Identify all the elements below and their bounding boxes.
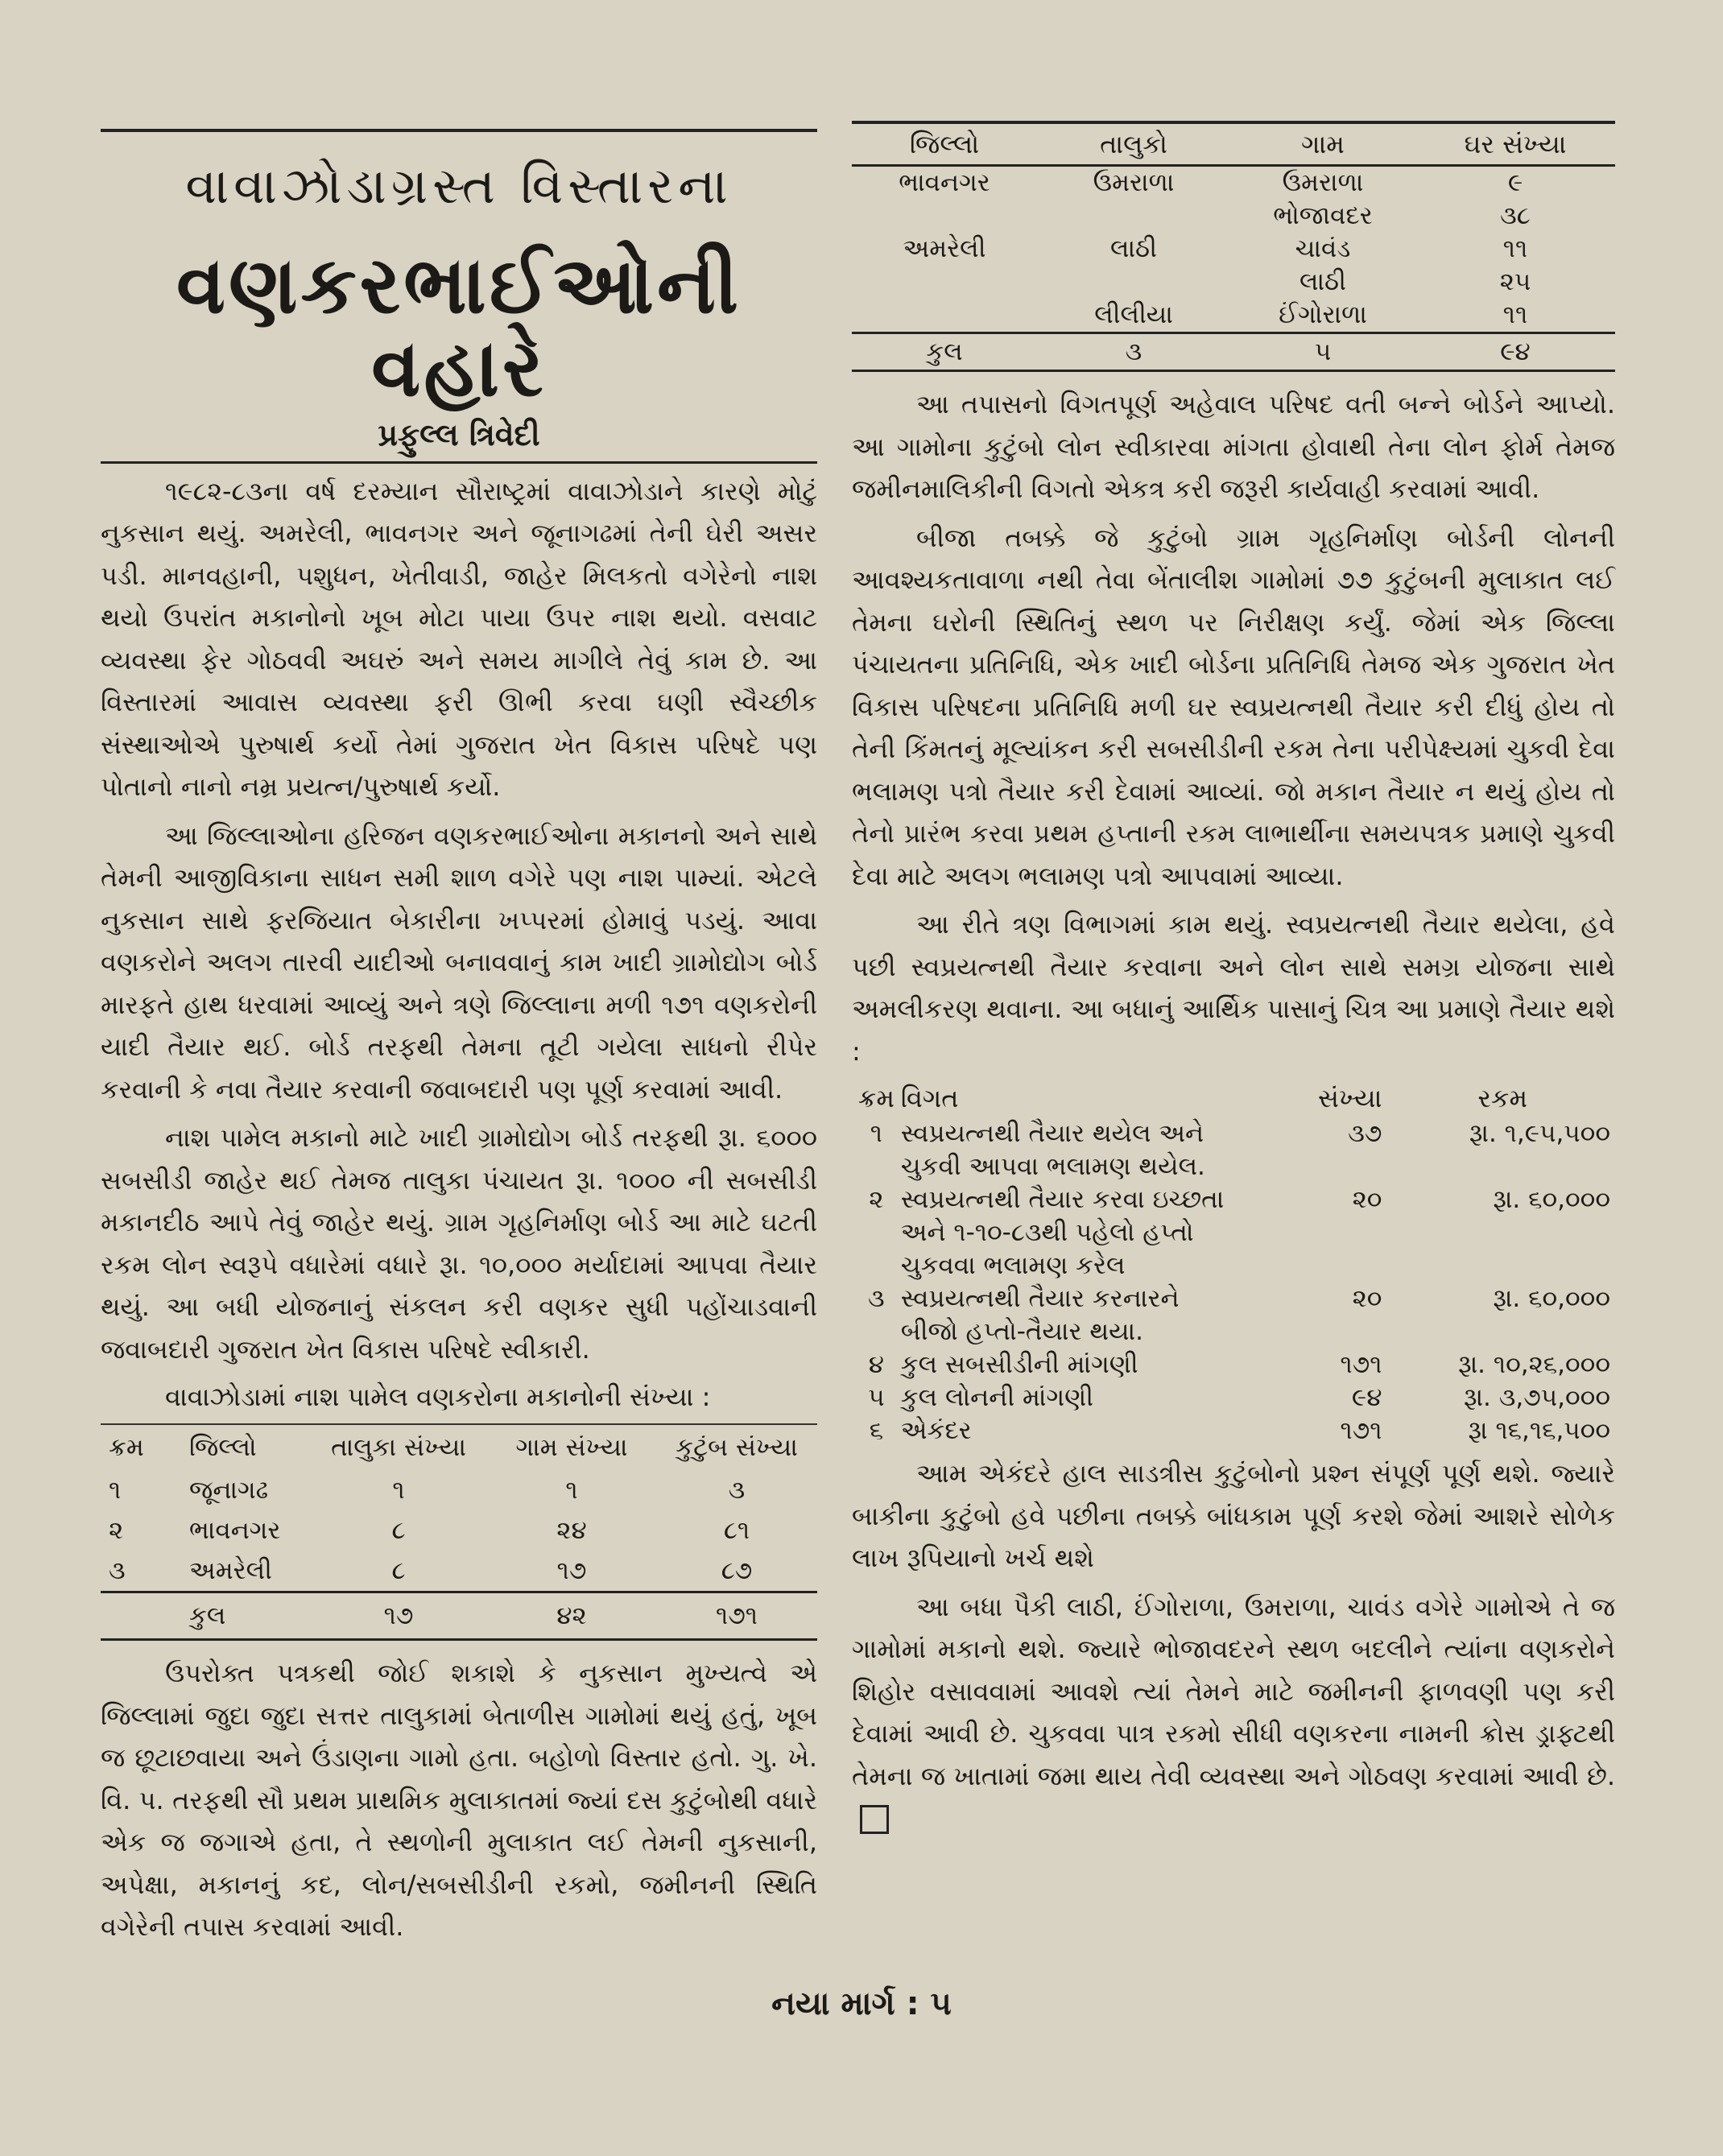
table-cell: ૨૦ [1352, 1185, 1382, 1214]
table-cell: ૧ [109, 1475, 122, 1505]
paragraph: નાશ પામેલ મકાનો માટે ખાદી ગ્રામોદ્યોગ બોર્ડ તરફથી રૂા. ૬૦૦૦ સબસીડી જાહેર થઈ તેમજ તાલુકા પંચાયત રૂા. ૧૦૦૦ ની સબસીડી મકાનદીઠ આપે તેવું જાહેર થયું. ગ્રામ ગૃહનિર્માણ બોર્ડ આ માટે ઘટતી રકમ લોન સ્વરૂપે વધારેમાં વધારે રૂા. ૧૦,૦૦૦ મર્યાદામાં આપવા તૈયાર થયું. આ બધી યોજનાનું સંકલન કરી વણકર સુધી પહોંચાડવાની જવાબદારી ગુજરાત ખેત વિકાસ પરિષદે સ્વીકારી. [101, 1122, 817, 1365]
table-cell: ૨ [869, 1185, 884, 1214]
table-cell: ૩૭ [1348, 1119, 1382, 1148]
column-header: ગામ સંખ્યા [515, 1432, 628, 1462]
table-header-row [852, 124, 1615, 166]
village-houses-table [852, 124, 1615, 370]
column-header: ગામ [1301, 128, 1345, 159]
right-column [852, 121, 1615, 1846]
column-header: તાલુકો [1100, 128, 1167, 159]
table-cell [852, 266, 1037, 299]
column-header: રકમ [1477, 1082, 1528, 1113]
table-row [101, 1551, 817, 1592]
table-cell [1037, 200, 1230, 233]
table-cell [901, 1415, 1292, 1448]
table-row [852, 1282, 1615, 1349]
houses-destroyed-table [101, 1425, 817, 1638]
table-cell: અમરેલી [903, 234, 986, 263]
table-cell: ૯૪ [1500, 337, 1531, 366]
table-cell: અમરેલી [189, 1555, 272, 1585]
table-cell: ૨૪ [556, 1515, 587, 1545]
table-cell: ૧૭૧ [716, 1600, 758, 1630]
table-cell: ૨૦ [1352, 1284, 1382, 1313]
table-cell [852, 299, 1037, 333]
left-column [101, 129, 817, 1955]
table-cell: જૂનાગઢ [189, 1475, 269, 1505]
table-row [852, 1415, 1615, 1448]
table-cell: ૮ [391, 1515, 406, 1545]
table-cell: ૧૧ [1502, 234, 1528, 263]
table-row [852, 299, 1615, 333]
paragraph: આમ એકંદરે હાલ સાડત્રીસ કુટુંબોનો પ્રશ્ન સંપૂર્ણ પૂર્ણ થશે. જ્યારે બાકીના કુટુંબો હવે પછીના તબક્કે બાંધકામ પૂર્ણ કરશે જેમાં આશરે સોળેક લાખ રૂપિયાનો ખર્ચ થશે [852, 1458, 1615, 1573]
table-cell: ૧૭૧ [1340, 1416, 1382, 1445]
table-cell: લાઠી [1299, 267, 1346, 296]
article-headline: વણકરભાઈઓની વહારે [176, 240, 742, 415]
table-cell: ૪ [868, 1350, 884, 1379]
table-cell [852, 200, 1037, 233]
detail-line: બીજો હપ્તો-તૈયાર થયા. [900, 1317, 1143, 1346]
table-row [852, 166, 1615, 200]
table-cell: ૩ [1125, 337, 1142, 366]
table-cell: ૯ [1507, 168, 1523, 197]
paragraph: આ જિલ્લાઓના હરિજન વણકરભાઈઓના મકાનનો અને સાથે તેમની આજીવિકાના સાધન સમી શાળ વગેરે પણ નાશ પામ્યાં. એટલે નુકસાન સાથે ફરજિયાત બેકારીના ખપ્પરમાં હોમાવું પડયું. આવા વણકરોને અલગ તારવી યાદીઓ બનાવવાનું કામ ખાદી ગ્રામોદ્યોગ બોર્ડ મારફતે હાથ ધરવામાં આવ્યું અને ત્રણે જિલ્લાના મળી ૧૭૧ વણકરોની યાદી તૈયાર થઈ. બોર્ડ તરફથી તેમના તૂટી ગયેલા સાધનો રીપેર કરવાની કે નવા તૈયાર કરવાની જવાબદારી પણ પૂર્ણ કરવામાં આવી. [101, 820, 817, 1105]
table-cell [901, 1382, 1292, 1415]
table-cell: ૨૫ [1499, 267, 1531, 296]
table-cell: ૧ [565, 1475, 578, 1505]
column-header: ક્રમ [857, 1082, 895, 1113]
table-cell: કુલ [189, 1600, 226, 1630]
article-byline: પ્રફુલ્લ ત્રિવેદી [378, 416, 540, 452]
paragraph: ઉપરોક્ત પત્રકથી જોઈ શકાશે કે નુકસાન મુખ્યત્વે એ જિલ્લામાં જુદા જુદા સત્તર તાલુકામાં બેતાળીસ ગામોમાં થયું હતું, ખૂબ જ છૂટાછવાયા અને ઉંડાણના ગામો હતા. બહોળો વિસ્તાર હતો. ગુ. ખે. વિ. પ. તરફથી સૌ પ્રથમ પ્રાથમિક મુલાકાતમાં જ્યાં દસ કુટુંબોથી વધારે એક જ જગાએ હતા, તે સ્થળોની મુલાકાત લઈ તેમની નુકસાની, અપેક્ષા, મકાનનું કદ, લોન/સબસીડીની રકમો, જમીનની સ્થિતિ વગેરેની તપાસ કરવામાં આવી. [101, 1658, 817, 1943]
table-cell [901, 1282, 1292, 1349]
financial-summary-table [852, 1079, 1615, 1448]
table-cell: ભાવનગર [899, 168, 990, 197]
table-total-row [101, 1592, 817, 1639]
table-row [852, 1183, 1615, 1282]
table-cell: ઈંગોરાળા [1279, 300, 1367, 329]
table-cell: ચાવંડ [1295, 234, 1351, 263]
column-header: ક્રમ [109, 1432, 144, 1462]
table-cell: રૂા. ૧,૯૫,૫૦૦ [1469, 1119, 1610, 1148]
detail-line: અને ૧-૧૦-૮૩થી પહેલો હપ્તો [900, 1218, 1194, 1247]
column-header: વિગત [900, 1082, 959, 1113]
table-cell: ૮૧ [723, 1515, 750, 1545]
table-cell: ૩ [109, 1555, 126, 1585]
table-total-row [852, 333, 1615, 370]
paragraph: ૧૯૮૨-૮૩ના વર્ષ દરમ્યાન સૌરાષ્ટ્રમાં વાવાઝોડાને કારણે મોટું નુકસાન થયું. અમરેલી, ભાવનગર અને જૂનાગઢમાં તેની ઘેરી અસર પડી. માનવહાની, પશુધન, ખેતીવાડી, જાહેર મિલકતો વગેરેનો નાશ થયો ઉપરાંત મકાનોનો ખૂબ મોટા પાયા ઉપર નાશ થયો. વસવાટ વ્યવસ્થા ફેર ગોઠવવી અઘરું અને સમય માગીલે તેવું કામ છે. આ વિસ્તારમાં આવાસ વ્યવસ્થા ફરી ઊભી કરવા ઘણી સ્વૈચ્છીક સંસ્થાઓએ પુરુષાર્થ કર્યો તેમાં ગુજરાત ખેત વિકાસ પરિષદે પણ પોતાનો નાનો નમ્ર પ્રયત્ન/પુરુષાર્થ કર્યો. [101, 475, 817, 803]
end-mark-icon [860, 1805, 889, 1834]
page-footer: નયા માર્ગ : ૫ [771, 1985, 952, 2022]
byline-rule [101, 461, 817, 464]
detail-line: કુલ લોનની માંગણી [900, 1383, 1094, 1412]
column-header: જિલ્લો [909, 128, 980, 159]
table-header-row [852, 1079, 1615, 1117]
table-cell: ૪૨ [556, 1600, 587, 1630]
table-header-row [101, 1425, 817, 1470]
table-cell [1037, 266, 1230, 299]
table-cell: ભોજાવદર [1273, 201, 1373, 230]
table-cell: લીલીયા [1094, 300, 1173, 329]
article-kicker: વાવાઝોડાગ્રસ્ત વિસ્તારના [185, 156, 733, 215]
paragraph [852, 1586, 1615, 1840]
column-header: કુટુંબ સંખ્યા [676, 1432, 798, 1462]
column-header: ઘર સંખ્યા [1464, 128, 1567, 159]
table-cell: ૧ [870, 1119, 882, 1148]
table-cell: ૫ [1314, 337, 1332, 366]
table-cell: રૂા ૧૬,૧૬,૫૦૦ [1468, 1416, 1610, 1445]
table-row [852, 200, 1615, 233]
table-caption: વાવાઝોડામાં નાશ પામેલ વણકરોના મકાનોની સંખ્યા : [165, 1382, 711, 1413]
detail-line: સ્વપ્રયત્નથી તૈયાર થયેલ અને [900, 1119, 1204, 1148]
table-cell: રૂા. ૩,૭૫,૦૦૦ [1463, 1383, 1610, 1412]
table-bottom-rule [101, 1638, 817, 1641]
table-cell: ૧૭ [556, 1555, 587, 1585]
table-cell: ૫ [868, 1383, 885, 1412]
table-row [101, 1510, 817, 1551]
paragraph: બીજા તબક્કે જે કુટુંબો ગ્રામ ગૃહનિર્માણ બોર્ડની લોનની આવશ્યકતાવાળા નથી તેવા બેંતાલીશ ગામોમાં ૭૭ કુટુંબની મુલાકાત લઈ તેમના ઘરોની સ્થિતિનું સ્થળ પર નિરીક્ષણ કર્યું. જેમાં એક જિલ્લા પંચાયતના પ્રતિનિધિ, એક ખાદી બોર્ડના પ્રતિનિધિ તેમજ એક ગુજરાત ખેત વિકાસ પરિષદના પ્રતિનિધિ મળી ઘર સ્વપ્રયત્નથી તૈયાર કરી દીધું હોય તો તેની કિંમતનું મૂલ્યાંકન કરી સબસીડીની રકમ તેના પરીપેક્ષ્યમાં ચુકવી દેવા ભલામણ પત્રો તૈયાર કરી દેવામાં આવ્યાં. જો મકાન તૈયાર ન થયું હોય તો તેનો પ્રારંભ કરવા પ્રથમ હપ્તાની રકમ લાભાર્થીના સમયપત્રક પ્રમાણે ચુકવી દેવા માટે અલગ ભલામણ પત્રો આપવામાં આવ્યા. [852, 522, 1615, 891]
column-header: સંખ્યા [1318, 1082, 1382, 1113]
table-cell: ૧૭૧ [1340, 1350, 1382, 1379]
table-cell: રૂા. ૧૦,૨૬,૦૦૦ [1458, 1350, 1610, 1379]
paragraph: આ રીતે ત્રણ વિભાગમાં કામ થયું. સ્વપ્રયત્નથી તૈયાર થયેલા, હવે પછી સ્વપ્રયત્નથી તૈયાર કરવાના અને લોન સાથે સમગ્ર યોજના સાથે અમલીકરણ થવાના. આ બધાનું આર્થિક પાસાનું ચિત્ર આ પ્રમાણે તૈયાર થશે : [852, 909, 1615, 1067]
detail-line: સ્વપ્રયત્નથી તૈયાર કરવા ઇચ્છતા [900, 1185, 1225, 1214]
table-row [852, 1117, 1615, 1183]
table-cell: ૧૭ [383, 1600, 414, 1630]
paragraph-text: આ બધા પૈકી લાઠી, ઈંગોરાળા, ઉમરાળા, ચાવંડ વગેરે ગામોએ તે જ ગામોમાં મકાનો થશે. જ્યારે ભોજાવદરને સ્થળ બદલીને ત્યાંના વણકરોને શિહોર વસાવવામાં આવશે ત્યાં તેમને માટે જમીનની ફાળવણી પણ કરી દેવામાં આવી છે. ચુકવવા પાત્ર રકમો સીધી વણકરના નામની ક્રોસ ડ્રાફ્ટથી તેમના જ ખાતામાં જમા થાય તેવી વ્યવસ્થા અને ગોઠવણ કરવામાં આવી છે. [852, 1591, 1615, 1791]
table-cell: ૮ [391, 1555, 406, 1585]
paragraph: આ તપાસનો વિગતપૂર્ણ અહેવાલ પરિષદ વતી બન્ને બોર્ડને આપ્યો. આ ગામોના કુટુંબો લોન સ્વીકારવા માંગતા હોવાથી તેના લોન ફોર્મ તેમજ જમીનમાલિકીની વિગતો એકત્ર કરી જરૂરી કાર્યવાહી કરવામાં આવી. [852, 389, 1615, 504]
table-row [852, 1349, 1615, 1382]
table-cell: રૂા. ૬૦,૦૦૦ [1493, 1185, 1610, 1214]
column-header: તાલુકા સંખ્યા [331, 1432, 466, 1462]
table-cell: ઉમરાળા [1282, 168, 1364, 197]
detail-line: ચુકવવા ભલામણ કરેલ [900, 1251, 1126, 1280]
table-cell: ૧૧ [1502, 300, 1528, 329]
table-cell: ઉમરાળા [1093, 168, 1175, 197]
table-cell [901, 1349, 1292, 1382]
detail-line: કુલ સબસીડીની માંગણી [900, 1350, 1138, 1379]
table-row [101, 1470, 817, 1510]
table-cell: ૨ [109, 1515, 124, 1545]
table-cell: ૬ [869, 1416, 884, 1445]
table-cell: કુલ [926, 337, 963, 366]
table-cell [901, 1117, 1292, 1183]
table-bottom-rule [852, 370, 1615, 372]
top-rule [101, 129, 817, 132]
table-cell: લાઠી [1110, 234, 1157, 263]
detail-line: સ્વપ્રયત્નથી તૈયાર કરનારને [900, 1284, 1180, 1313]
table-cell: ૯૪ [1351, 1383, 1382, 1412]
table-row [852, 1382, 1615, 1415]
table-row [852, 266, 1615, 299]
table-row [852, 233, 1615, 266]
table-cell [901, 1183, 1292, 1282]
column-header: જિલ્લો [189, 1432, 257, 1462]
detail-line: એકંદર [900, 1416, 972, 1445]
table-cell: ૩ [868, 1284, 885, 1313]
table-cell: ૮૭ [721, 1555, 753, 1585]
table-cell: ભાવનગર [189, 1515, 281, 1545]
table-cell: રૂા. ૬૦,૦૦૦ [1493, 1284, 1610, 1313]
table-cell: ૩ [728, 1475, 746, 1505]
detail-line: ચુકવી આપવા ભલામણ થયેલ. [900, 1152, 1205, 1181]
table-cell: ૧ [392, 1475, 405, 1505]
table-cell: ૩૮ [1500, 201, 1531, 230]
